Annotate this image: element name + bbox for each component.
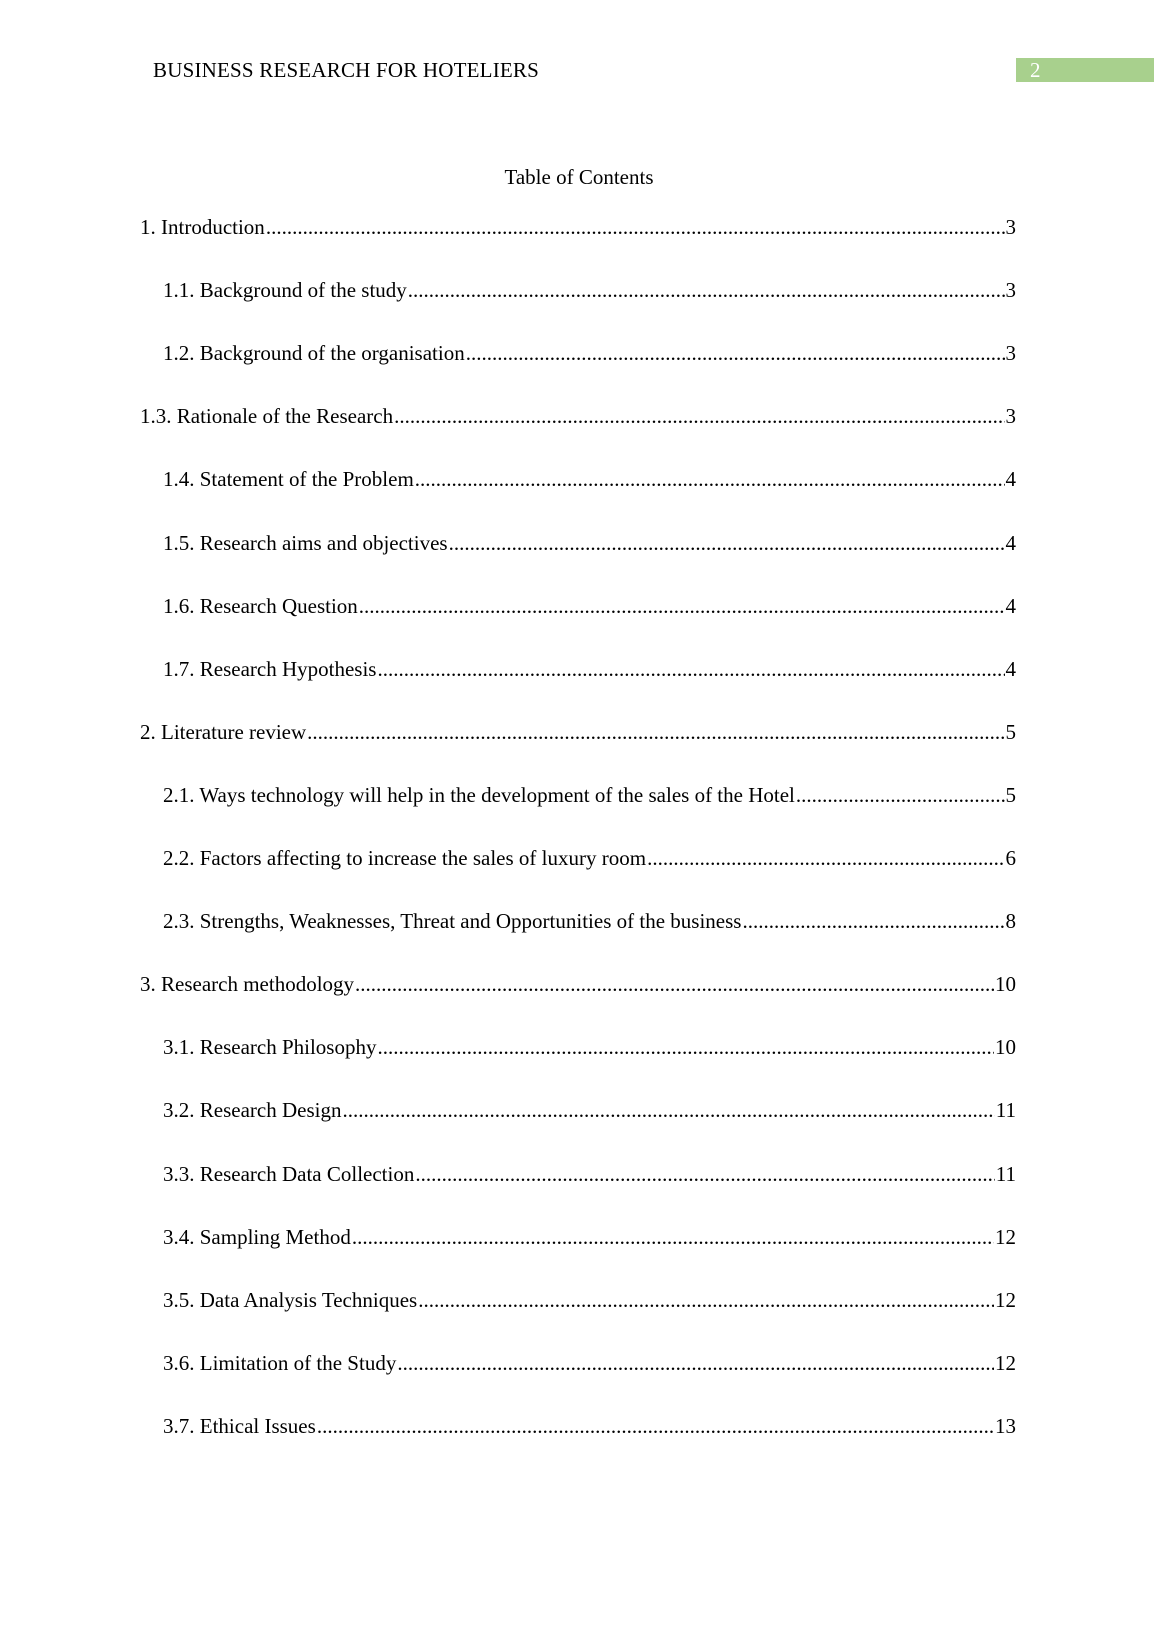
toc-entry-page: 11: [995, 1161, 1016, 1186]
toc-entry-label: 1. Introduction: [140, 215, 265, 239]
toc-entry-label: 1.4. Statement of the Problem: [163, 467, 414, 492]
toc-dot-leader: [342, 1096, 994, 1124]
toc-entry-label: 2.2. Factors affecting to increase the sales of luxury room: [163, 846, 647, 870]
toc-entry-label: 1.3. Rationale of the Research: [140, 404, 394, 429]
toc-entry-page: 8: [1005, 909, 1016, 934]
toc-dot-leader: [415, 1160, 994, 1188]
toc-entry[interactable]: [163, 1223, 1016, 1251]
toc-entry-page: 3: [1005, 404, 1016, 429]
toc-entry-label: 3.1. Research Philosophy: [163, 1035, 377, 1060]
toc-entry[interactable]: [163, 655, 1016, 683]
toc-entry-page: 4: [1005, 467, 1016, 492]
toc-entry[interactable]: [163, 1160, 1016, 1188]
toc-dot-leader: [647, 844, 1004, 872]
toc-entry-label: 3.2. Research Design: [163, 1098, 342, 1123]
toc-entry-page: 5: [1005, 782, 1016, 807]
toc-dot-leader: [415, 465, 1005, 493]
running-header-title: BUSINESS RESEARCH FOR HOTELIERS: [153, 58, 540, 82]
toc-entry-label: 3.3. Research Data Collection: [163, 1161, 415, 1186]
toc-entry-label: 3.5. Data Analysis Techniques: [163, 1287, 418, 1312]
toc-entry-label: 1.1. Background of the study: [163, 278, 407, 303]
page-number: 2: [1030, 58, 1041, 82]
toc-entry-label: 1.2. Background of the organisation: [163, 341, 465, 366]
toc-entry-label: 1.5. Research aims and objectives: [163, 530, 448, 555]
toc-entry-label: 2.1. Ways technology will help in the development of the sales of the Hotel: [163, 782, 795, 807]
toc-dot-leader: [266, 213, 1005, 241]
toc-entry-page: 4: [1005, 593, 1016, 618]
toc-entry-label: 3.6. Limitation of the Study: [163, 1350, 397, 1375]
toc-entry[interactable]: [163, 1033, 1016, 1061]
toc-entry[interactable]: [140, 718, 1016, 746]
toc-entry[interactable]: [163, 1412, 1016, 1440]
toc-entry[interactable]: [163, 781, 1016, 809]
toc-entry[interactable]: [140, 213, 1016, 241]
toc-dot-leader: [377, 655, 1004, 683]
toc-dot-leader: [394, 402, 1004, 430]
toc-dot-leader: [359, 592, 1005, 620]
toc-entry[interactable]: [163, 276, 1016, 304]
toc-entry[interactable]: [163, 1096, 1016, 1124]
toc-dot-leader: [742, 907, 1004, 935]
toc-dot-leader: [418, 1286, 994, 1314]
toc-entry[interactable]: [163, 529, 1016, 557]
toc-entry[interactable]: [163, 339, 1016, 367]
toc-entry-label: 2. Literature review: [140, 719, 307, 744]
toc-entry-page: 10: [995, 972, 1016, 997]
toc-dot-leader: [317, 1412, 994, 1440]
toc-entry[interactable]: [163, 592, 1016, 620]
toc-entry-label: 2.3. Strengths, Weaknesses, Threat and Opportunities of the business: [163, 909, 742, 934]
toc-dot-leader: [355, 970, 994, 998]
toc-entry-page: 6: [1005, 846, 1016, 870]
toc-entry[interactable]: [163, 844, 1016, 872]
toc-entry-label: 3. Research methodology: [140, 972, 355, 997]
toc-dot-leader: [466, 339, 1005, 367]
toc-dot-leader: [449, 529, 1005, 557]
toc-entry[interactable]: [163, 465, 1016, 493]
toc-entry[interactable]: [163, 1349, 1016, 1377]
toc-dot-leader: [397, 1349, 994, 1377]
toc-entry-label: 1.7. Research Hypothesis: [163, 656, 377, 681]
toc-dot-leader: [796, 781, 1005, 809]
toc-entry-page: 12: [995, 1224, 1016, 1249]
toc-dot-leader: [377, 1033, 994, 1061]
toc-entry-page: 13: [995, 1413, 1016, 1438]
toc-entry-page: 4: [1005, 656, 1016, 681]
toc-entry[interactable]: [163, 1286, 1016, 1314]
toc-entry-label: 3.7. Ethical Issues: [163, 1413, 316, 1438]
toc-entry-page: 11: [995, 1098, 1016, 1123]
toc-entry-page: 3: [1005, 278, 1016, 303]
toc-dot-leader: [307, 718, 1004, 746]
toc-entry-label: 3.4. Sampling Method: [163, 1224, 351, 1249]
toc-entry[interactable]: [140, 402, 1016, 430]
toc-entry-page: 5: [1005, 719, 1016, 744]
toc-title: Table of Contents: [504, 165, 654, 189]
toc-entry-page: 10: [995, 1035, 1016, 1060]
toc-entry-page: 12: [995, 1350, 1016, 1375]
toc-entry-label: 1.6. Research Question: [163, 593, 358, 618]
toc-entry-page: 3: [1005, 341, 1016, 366]
toc-entry-page: 12: [995, 1287, 1016, 1312]
toc-dot-leader: [408, 276, 1005, 304]
toc-entry[interactable]: [163, 907, 1016, 935]
toc-entry[interactable]: [140, 970, 1016, 998]
toc-dot-leader: [352, 1223, 994, 1251]
toc-entry-page: 4: [1005, 530, 1016, 555]
toc-entry-page: 3: [1005, 215, 1016, 239]
